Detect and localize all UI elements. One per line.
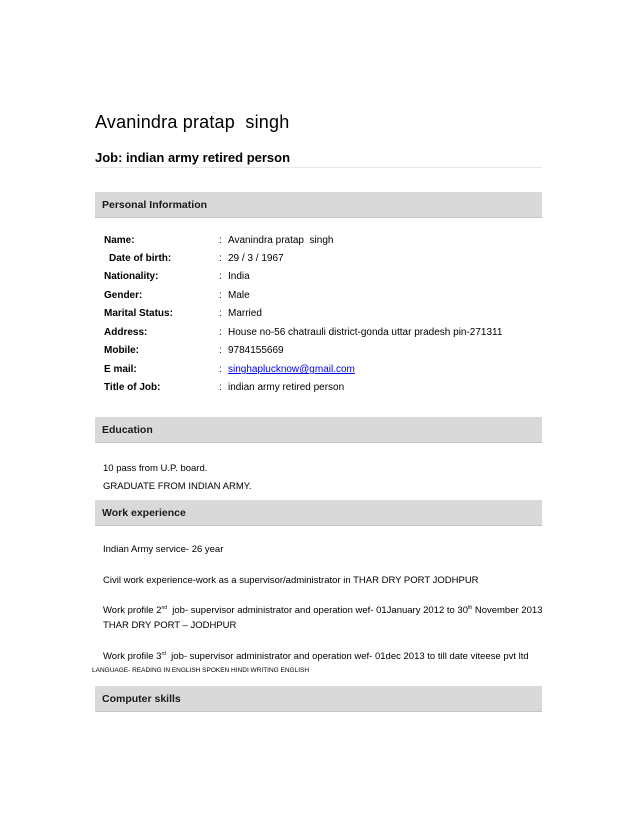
info-colon: : (219, 364, 222, 375)
info-colon: : (219, 327, 222, 338)
info-colon: : (219, 235, 222, 246)
work-profile-2-end: November 2013 (472, 605, 543, 616)
work-profile-3 (103, 651, 529, 662)
section-heading: Work experience (102, 507, 186, 519)
info-value: Married (228, 308, 262, 319)
work-profile-3-prefix: Work profile 3 (103, 651, 162, 662)
info-colon: : (219, 290, 222, 301)
job-heading: Job: indian army retired person (95, 150, 291, 165)
section-computer-skills (95, 686, 542, 712)
info-row-date-of-birth (104, 253, 544, 267)
section-heading: Personal Information (102, 199, 208, 211)
ordinal-suffix: rd (161, 650, 166, 657)
info-row-email (104, 364, 544, 378)
info-colon: : (219, 253, 222, 264)
section-education (95, 417, 542, 443)
section-heading: Computer skills (102, 693, 181, 705)
info-label: E mail: (104, 364, 137, 375)
info-value (228, 364, 355, 375)
email-link[interactable]: singhaplucknow@gmail.com (228, 364, 355, 375)
info-colon: : (219, 308, 222, 319)
info-label: Address: (104, 327, 148, 338)
work-profile-2 (103, 605, 542, 616)
info-colon: : (219, 271, 222, 282)
info-value: indian army retired person (228, 382, 345, 393)
info-value: Male (228, 290, 250, 301)
work-profile-2-prefix: Work profile 2 (103, 605, 162, 616)
education-line: 10 pass from U.P. board. (103, 463, 208, 474)
info-colon: : (219, 345, 222, 356)
info-value: House no-56 chatrauli district-gonda uttar pradesh pin-271311 (228, 327, 503, 338)
language-line: LANGUAGE- READING IN ENGLISH SPOKEN HINDI WRITING ENGLISH (92, 667, 310, 674)
section-personal-information (95, 192, 542, 218)
work-profile-2-location: THAR DRY PORT – JODHPUR (103, 620, 237, 631)
work-profile-3-detail: job- supervisor administrator and operation wef- 01dec 2013 to till date viteese pvt ltd (165, 651, 529, 662)
info-row-title-of-job (104, 382, 544, 396)
info-value: Avanindra pratap singh (228, 235, 334, 246)
info-value: 29 / 3 / 1967 (228, 253, 284, 264)
ordinal-suffix: nd (161, 604, 167, 611)
info-label: Mobile: (104, 345, 139, 356)
work-profile-2-detail: job- supervisor administrator and operation wef- 01January 2012 to 30 (167, 605, 469, 616)
info-label: Name: (104, 235, 135, 246)
info-row-mobile (104, 345, 544, 359)
info-label: Nationality: (104, 271, 159, 282)
info-label: Title of Job: (104, 382, 161, 393)
info-row-nationality (104, 271, 544, 285)
info-row-name (104, 235, 544, 249)
work-civil-line: Civil work experience-work as a supervisor/administrator in THAR DRY PORT JODHPUR (103, 575, 479, 586)
section-heading: Education (102, 424, 153, 436)
info-row-gender (104, 290, 544, 304)
work-service-line: Indian Army service- 26 year (103, 544, 224, 555)
info-label: Date of birth: (109, 253, 172, 264)
section-work-experience (95, 500, 542, 526)
ordinal-suffix: th (468, 604, 473, 611)
info-label: Gender: (104, 290, 143, 301)
info-value: 9784155669 (228, 345, 284, 356)
info-label: Marital Status: (104, 308, 173, 319)
info-row-marital-status (104, 308, 544, 322)
info-value: India (228, 271, 250, 282)
info-colon: : (219, 382, 222, 393)
info-row-address (104, 327, 544, 341)
candidate-name: Avanindra pratap singh (95, 112, 290, 132)
education-line: GRADUATE FROM INDIAN ARMY. (103, 481, 252, 492)
divider (95, 167, 542, 168)
